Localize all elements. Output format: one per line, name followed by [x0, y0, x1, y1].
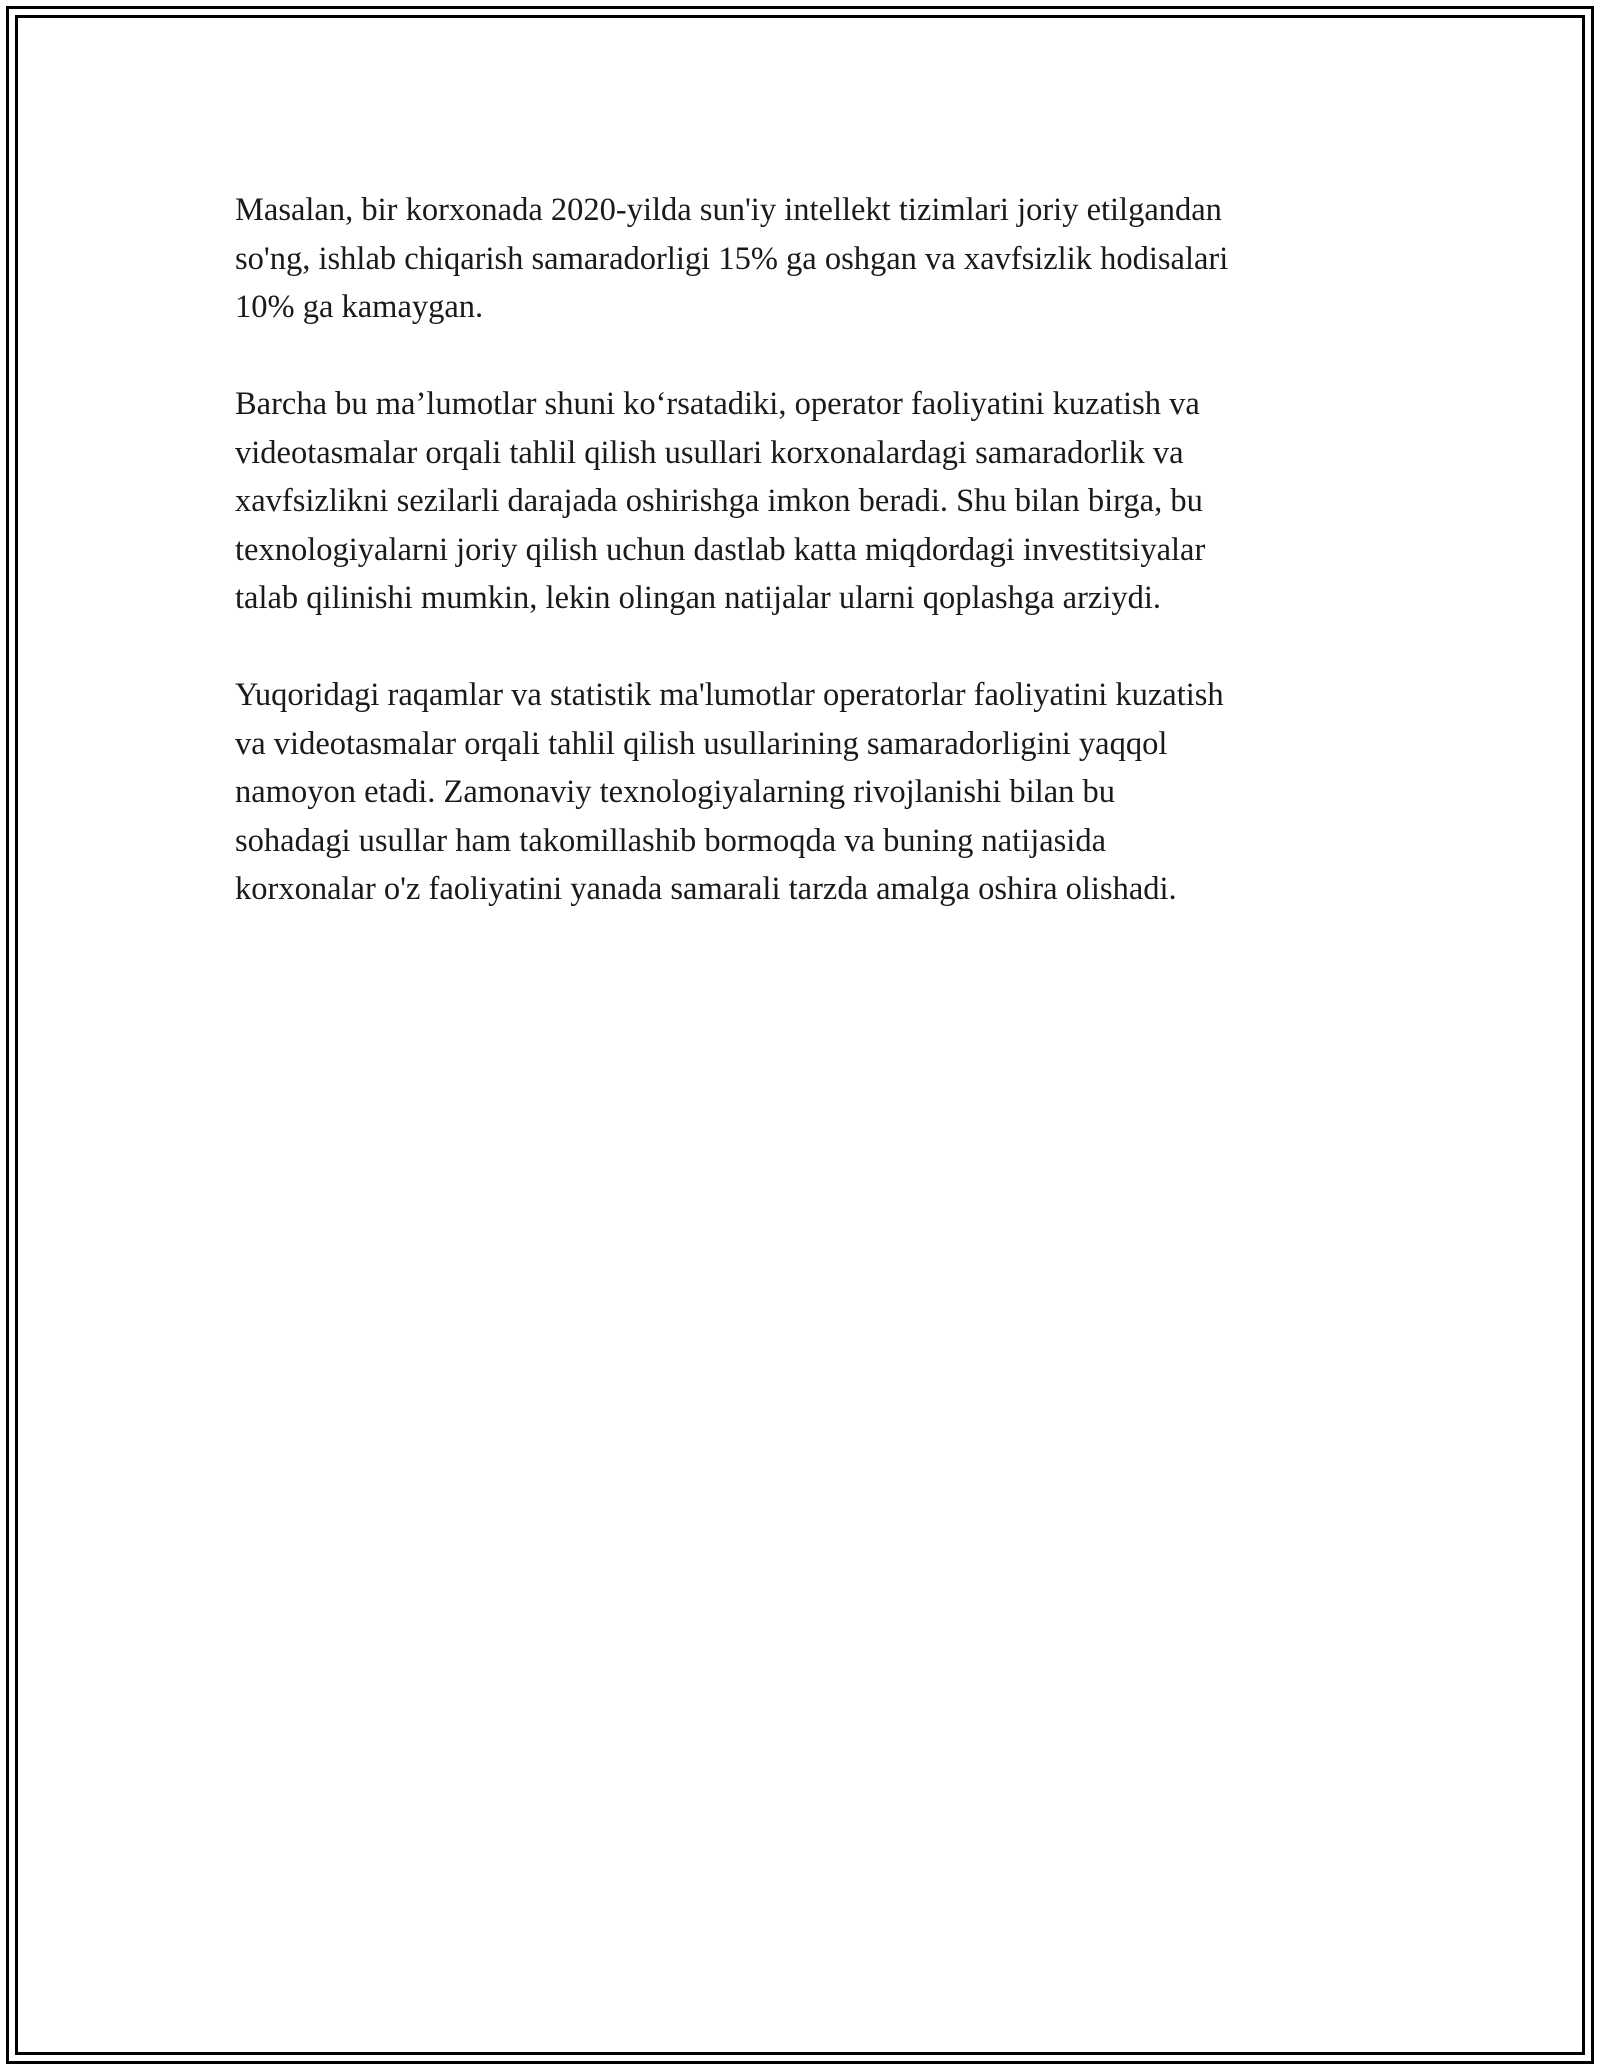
paragraph-efficiency-example: Masalan, bir korxonada 2020-yilda sun'iy intellekt tizimlari joriy etilgandan so'ng, ishlab chiqarish samaradorligi 15% ga oshgan va xavfsizlik hodisalari 10% ga kamaygan. — [235, 192, 1229, 325]
document-body — [235, 186, 1375, 962]
paragraph-conclusion: Yuqoridagi raqamlar va statistik ma'lumotlar operatorlar faoliyatini kuzatish va videotasmalar orqali tahlil qilish usullarining samaradorligini yaqqol namoyon etadi. Zamonaviy texnologiyalarning rivojlanishi bilan bu sohadagi usullar ham takomillashib bormoqda va buning natijasida korxonalar o'z faoliyatini yanada samarali tarzda amalga oshira olishadi. — [235, 677, 1224, 907]
paragraph-monitoring-benefits: Barcha bu ma’lumotlar shuni ko‘rsatadiki, operator faoliyatini kuzatish va videotasmalar orqali tahlil qilish usullari korxonalardagi samaradorlik va xavfsizlikni sezilarli darajada oshirishga imkon beradi. Shu bilan birga, bu texnologiyalarni joriy qilish uchun dastlab katta miqdordagi investitsiyalar talab qilinishi mumkin, lekin olingan natijalar ularni qoplashga arziydi. — [235, 386, 1206, 616]
